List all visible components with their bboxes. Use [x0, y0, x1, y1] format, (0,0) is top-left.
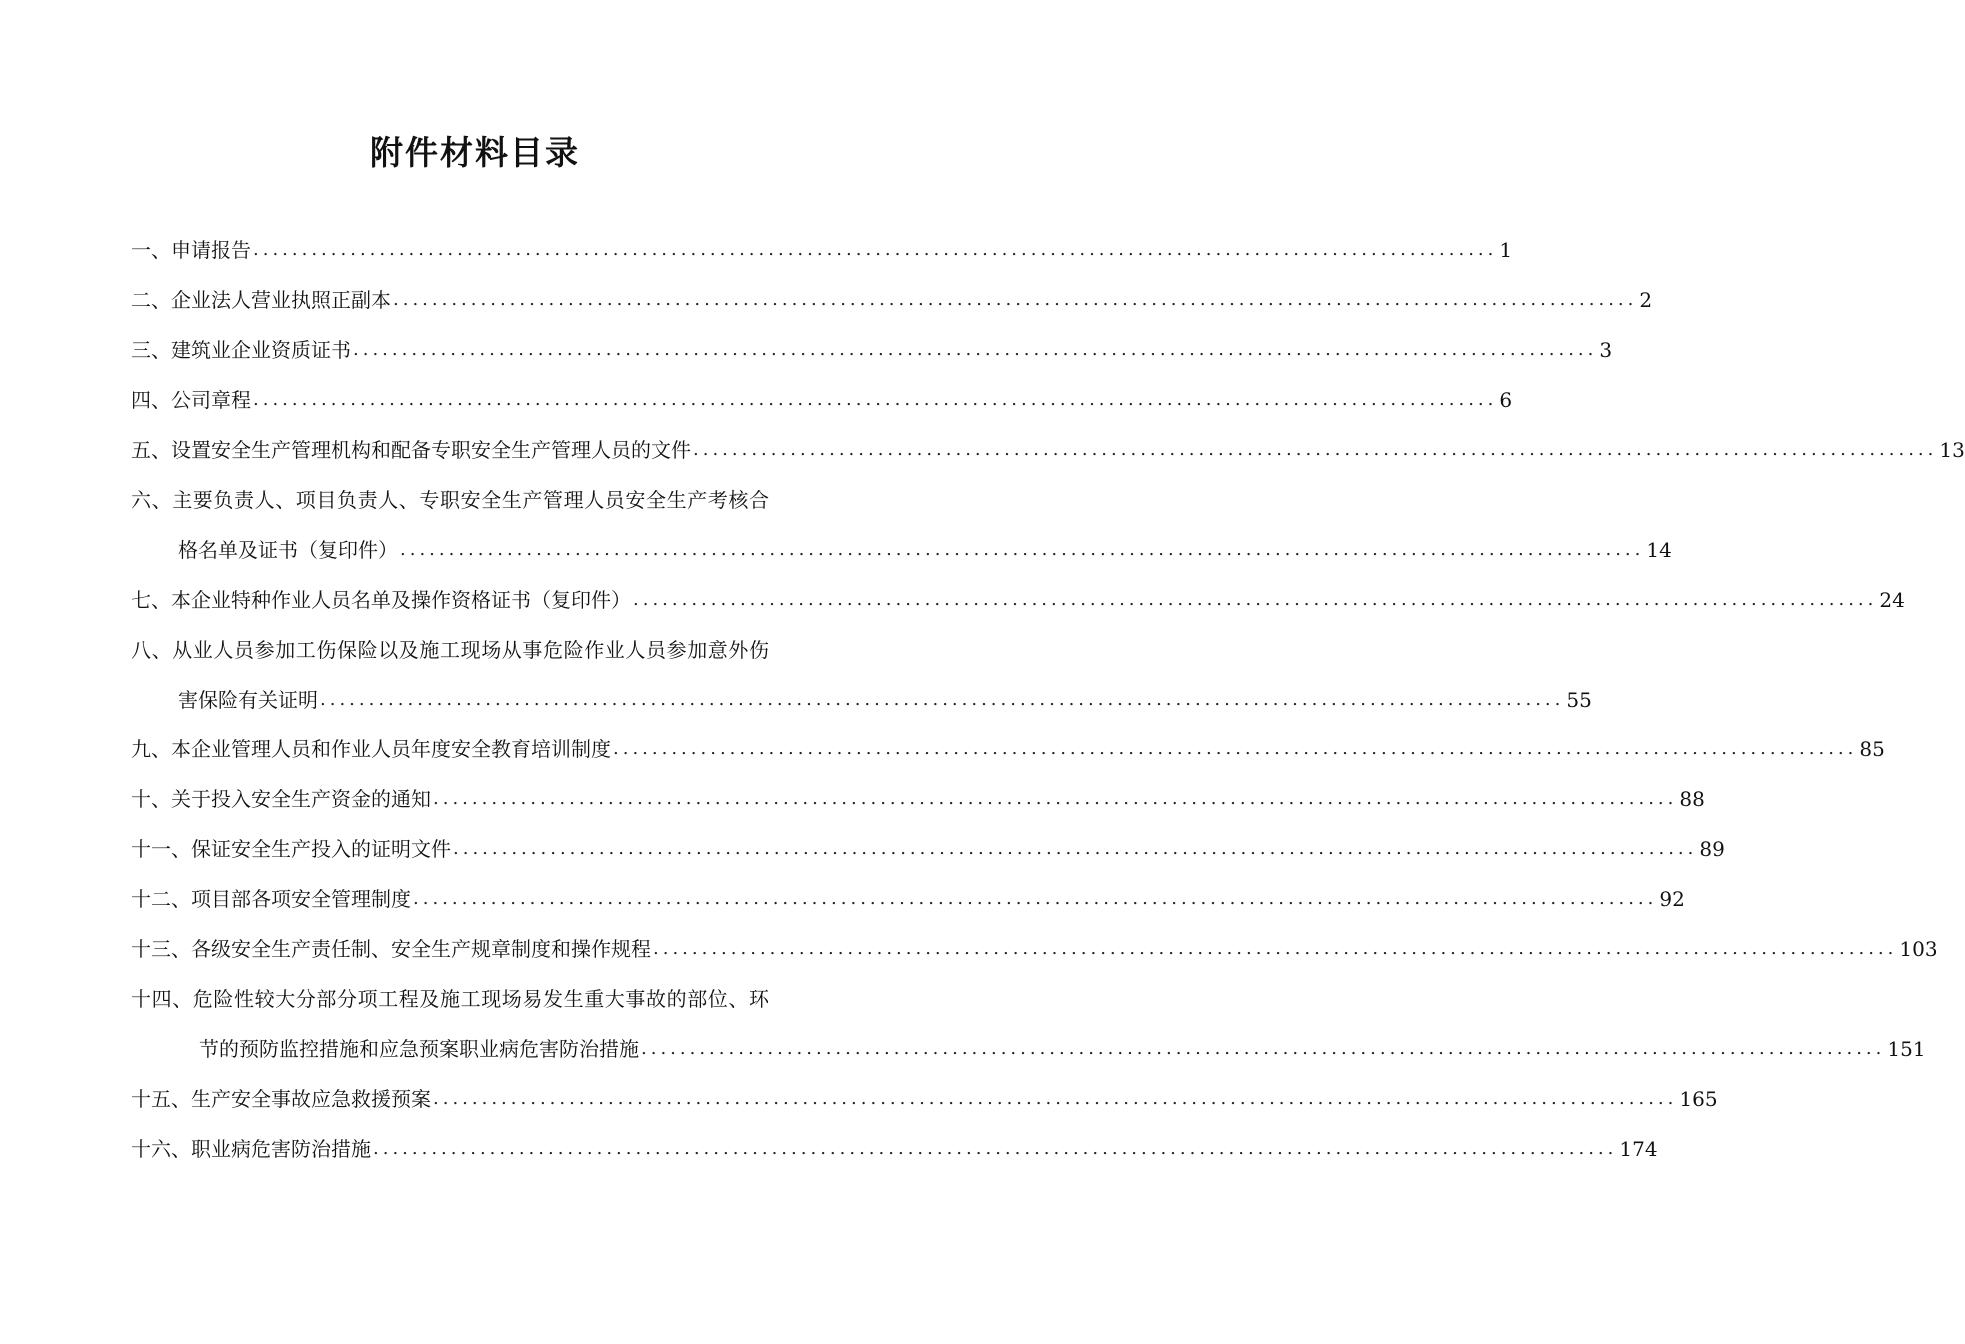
- toc-page-number: 24: [1879, 588, 1905, 612]
- toc-page-number: 103: [1899, 937, 1938, 961]
- dot-leader: ................................................................................................................................: [453, 838, 1698, 859]
- dot-leader: ................................................................................................................................: [353, 339, 1598, 360]
- toc-page-number: 14: [1646, 538, 1672, 562]
- toc-page-number: 165: [1679, 1087, 1718, 1111]
- toc-entry-2[interactable]: [131, 275, 1653, 325]
- dot-leader: ................................................................................................................................: [633, 589, 1878, 610]
- dot-leader: ................................................................................................................................: [433, 788, 1678, 809]
- dot-leader: ................................................................................................................................: [413, 888, 1658, 909]
- toc-entry-text: 十二、项目部各项安全管理制度: [131, 887, 411, 911]
- page-title: 附件材料目录: [370, 133, 580, 172]
- toc-entry-text: 十六、职业病危害防治措施: [131, 1137, 371, 1161]
- dot-leader: ................................................................................................................................: [693, 439, 1938, 460]
- toc-entry-text: 十、关于投入安全生产资金的通知: [131, 787, 431, 811]
- toc-entry-text: 二、企业法人营业执照正副本: [131, 288, 391, 312]
- toc-entry-14[interactable]: [131, 974, 824, 1024]
- toc-entry-11[interactable]: [131, 824, 1725, 874]
- dot-leader: ................................................................................................................................: [641, 1038, 1886, 1059]
- dot-leader: ................................................................................................................................: [320, 689, 1565, 710]
- toc-entry-8[interactable]: [131, 625, 824, 675]
- toc-page-number: 89: [1699, 837, 1725, 861]
- dot-leader: ................................................................................................................................: [373, 1138, 1618, 1159]
- toc-entry-text: 十一、保证安全生产投入的证明文件: [131, 837, 451, 861]
- toc-entry-9[interactable]: [131, 724, 1885, 774]
- dot-leader: ................................................................................................................................: [613, 738, 1858, 759]
- toc-entry-4[interactable]: [131, 375, 1513, 425]
- toc-entry-6[interactable]: [131, 475, 824, 525]
- toc-page-number: 13: [1939, 438, 1965, 462]
- toc-entry-7[interactable]: [131, 575, 1905, 625]
- toc-page-number: 6: [1499, 388, 1513, 412]
- toc-entry-13[interactable]: [131, 924, 1938, 974]
- toc-entry-15[interactable]: [131, 1074, 1718, 1124]
- toc-entry-text: 害保险有关证明: [178, 688, 318, 712]
- toc-entry-text: 三、建筑业企业资质证书: [131, 338, 351, 362]
- toc-entry-text: 九、本企业管理人员和作业人员年度安全教育培训制度: [131, 737, 611, 761]
- toc-entry-10[interactable]: [131, 774, 1705, 824]
- toc-entry-text: 节的预防监控措施和应急预案职业病危害防治措施: [199, 1037, 639, 1061]
- toc-entry-text: 六、主要负责人、项目负责人、专职安全生产管理人员安全生产考核合: [131, 488, 770, 512]
- toc-entry-6-continued[interactable]: [178, 525, 1672, 575]
- dot-leader: ................................................................................................................................: [253, 239, 1498, 260]
- toc-entry-3[interactable]: [131, 325, 1613, 375]
- toc-entry-text: 五、设置安全生产管理机构和配备专职安全生产管理人员的文件: [131, 438, 691, 462]
- toc-entry-16[interactable]: [131, 1124, 1658, 1174]
- toc-entry-text: 七、本企业特种作业人员名单及操作资格证书（复印件）: [131, 588, 631, 612]
- toc-entry-text: 十五、生产安全事故应急救援预案: [131, 1087, 431, 1111]
- toc-page-number: 151: [1887, 1037, 1926, 1061]
- toc-entry-1[interactable]: [131, 225, 1513, 275]
- toc-entry-text: 十三、各级安全生产责任制、安全生产规章制度和操作规程: [131, 937, 651, 961]
- toc-page-number: 55: [1566, 688, 1592, 712]
- toc-entry-14-continued[interactable]: [199, 1024, 1926, 1074]
- dot-leader: ................................................................................................................................: [433, 1088, 1678, 1109]
- toc-page-number: 174: [1619, 1137, 1658, 1161]
- dot-leader: ................................................................................................................................: [253, 389, 1498, 410]
- dot-leader: ................................................................................................................................: [400, 539, 1645, 560]
- toc-entry-text: 十四、危险性较大分部分项工程及施工现场易发生重大事故的部位、环: [131, 987, 770, 1011]
- dot-leader: ................................................................................................................................: [393, 289, 1638, 310]
- dot-leader: ................................................................................................................................: [653, 938, 1898, 959]
- toc-page-number: 92: [1659, 887, 1685, 911]
- toc-page-number: 85: [1859, 737, 1885, 761]
- toc-entry-text: 四、公司章程: [131, 388, 251, 412]
- toc-entry-12[interactable]: [131, 874, 1685, 924]
- toc-page-number: 1: [1499, 238, 1513, 262]
- toc-entry-text: 一、申请报告: [131, 238, 251, 262]
- toc-entry-text: 格名单及证书（复印件）: [178, 538, 398, 562]
- toc-entry-text: 八、从业人员参加工伤保险以及施工现场从事危险作业人员参加意外伤: [131, 638, 770, 662]
- toc-page-number: 2: [1639, 288, 1653, 312]
- toc-entry-8-continued[interactable]: [178, 675, 1592, 725]
- toc-entry-5[interactable]: [131, 425, 1965, 475]
- toc-page-number: 3: [1599, 338, 1613, 362]
- toc-page-number: 88: [1679, 787, 1705, 811]
